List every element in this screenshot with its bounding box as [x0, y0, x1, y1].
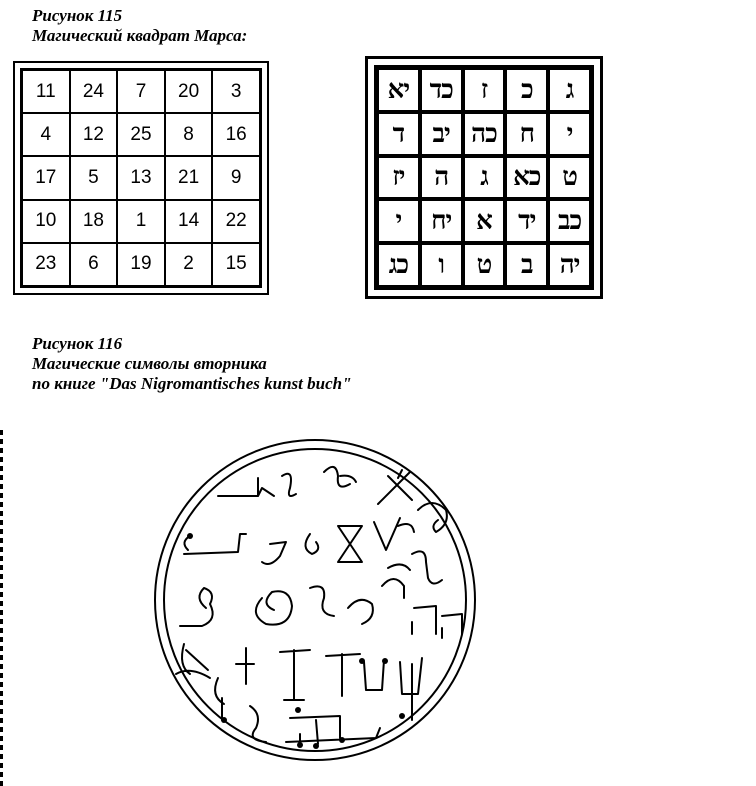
numeric-cell: 25: [117, 113, 165, 156]
numeric-cell: 18: [70, 200, 118, 243]
hebrew-cell: י: [377, 199, 420, 243]
hebrew-cell: כד: [420, 68, 463, 112]
figure-115-label: Рисунок 115: [32, 6, 123, 25]
numeric-cell: 9: [212, 156, 260, 199]
hebrew-cell: יה: [548, 243, 591, 287]
hebrew-cell: כא: [505, 156, 548, 200]
hebrew-cell: יב: [420, 112, 463, 156]
hebrew-cell: ג: [463, 156, 506, 200]
numeric-cell: 10: [22, 200, 70, 243]
hebrew-square-grid: [374, 65, 594, 290]
numeric-cell: 7: [117, 70, 165, 113]
figure-116-label: Рисунок 116: [32, 334, 123, 353]
numeric-cell: 20: [165, 70, 213, 113]
hebrew-cell: כה: [463, 112, 506, 156]
numeric-cell: 23: [22, 243, 70, 286]
magic-seal-icon: [150, 438, 480, 773]
figure-116-caption: [32, 334, 352, 394]
numeric-cell: 11: [22, 70, 70, 113]
numeric-cell: 16: [212, 113, 260, 156]
figure-116-title-line1: Магические символы вторника: [32, 354, 267, 373]
hebrew-cell: י: [548, 112, 591, 156]
numeric-cell: 22: [212, 200, 260, 243]
numeric-square-grid: [20, 68, 262, 288]
hebrew-cell: כג: [377, 243, 420, 287]
hebrew-cell: כ: [505, 68, 548, 112]
hebrew-cell: יז: [377, 156, 420, 200]
numeric-cell: 5: [70, 156, 118, 199]
mars-hebrew-square: [365, 56, 603, 299]
numeric-cell: 2: [165, 243, 213, 286]
numeric-cell: 8: [165, 113, 213, 156]
hebrew-cell: ד: [377, 112, 420, 156]
hebrew-cell: ז: [463, 68, 506, 112]
numeric-cell: 17: [22, 156, 70, 199]
hebrew-cell: כב: [548, 199, 591, 243]
hebrew-cell: יד: [505, 199, 548, 243]
hebrew-cell: ט: [548, 156, 591, 200]
numeric-cell: 6: [70, 243, 118, 286]
scan-edge-mark: [0, 430, 3, 786]
mars-numeric-square: [13, 61, 269, 295]
numeric-cell: 1: [117, 200, 165, 243]
figure-116-title-line2: по книге "Das Nigromantisches kunst buch": [32, 374, 352, 393]
hebrew-cell: ט: [463, 243, 506, 287]
hebrew-cell: א: [463, 199, 506, 243]
numeric-cell: 19: [117, 243, 165, 286]
numeric-cell: 4: [22, 113, 70, 156]
numeric-cell: 14: [165, 200, 213, 243]
numeric-cell: 12: [70, 113, 118, 156]
hebrew-cell: ו: [420, 243, 463, 287]
hebrew-cell: ה: [420, 156, 463, 200]
hebrew-cell: ג: [548, 68, 591, 112]
hebrew-cell: יח: [420, 199, 463, 243]
numeric-cell: 15: [212, 243, 260, 286]
numeric-cell: 21: [165, 156, 213, 199]
hebrew-cell: ב: [505, 243, 548, 287]
numeric-cell: 3: [212, 70, 260, 113]
hebrew-cell: ח: [505, 112, 548, 156]
figure-115-title: Магический квадрат Марса:: [32, 26, 248, 45]
figure-115-caption: [32, 6, 247, 46]
hebrew-cell: יא: [377, 68, 420, 112]
numeric-cell: 24: [70, 70, 118, 113]
numeric-cell: 13: [117, 156, 165, 199]
